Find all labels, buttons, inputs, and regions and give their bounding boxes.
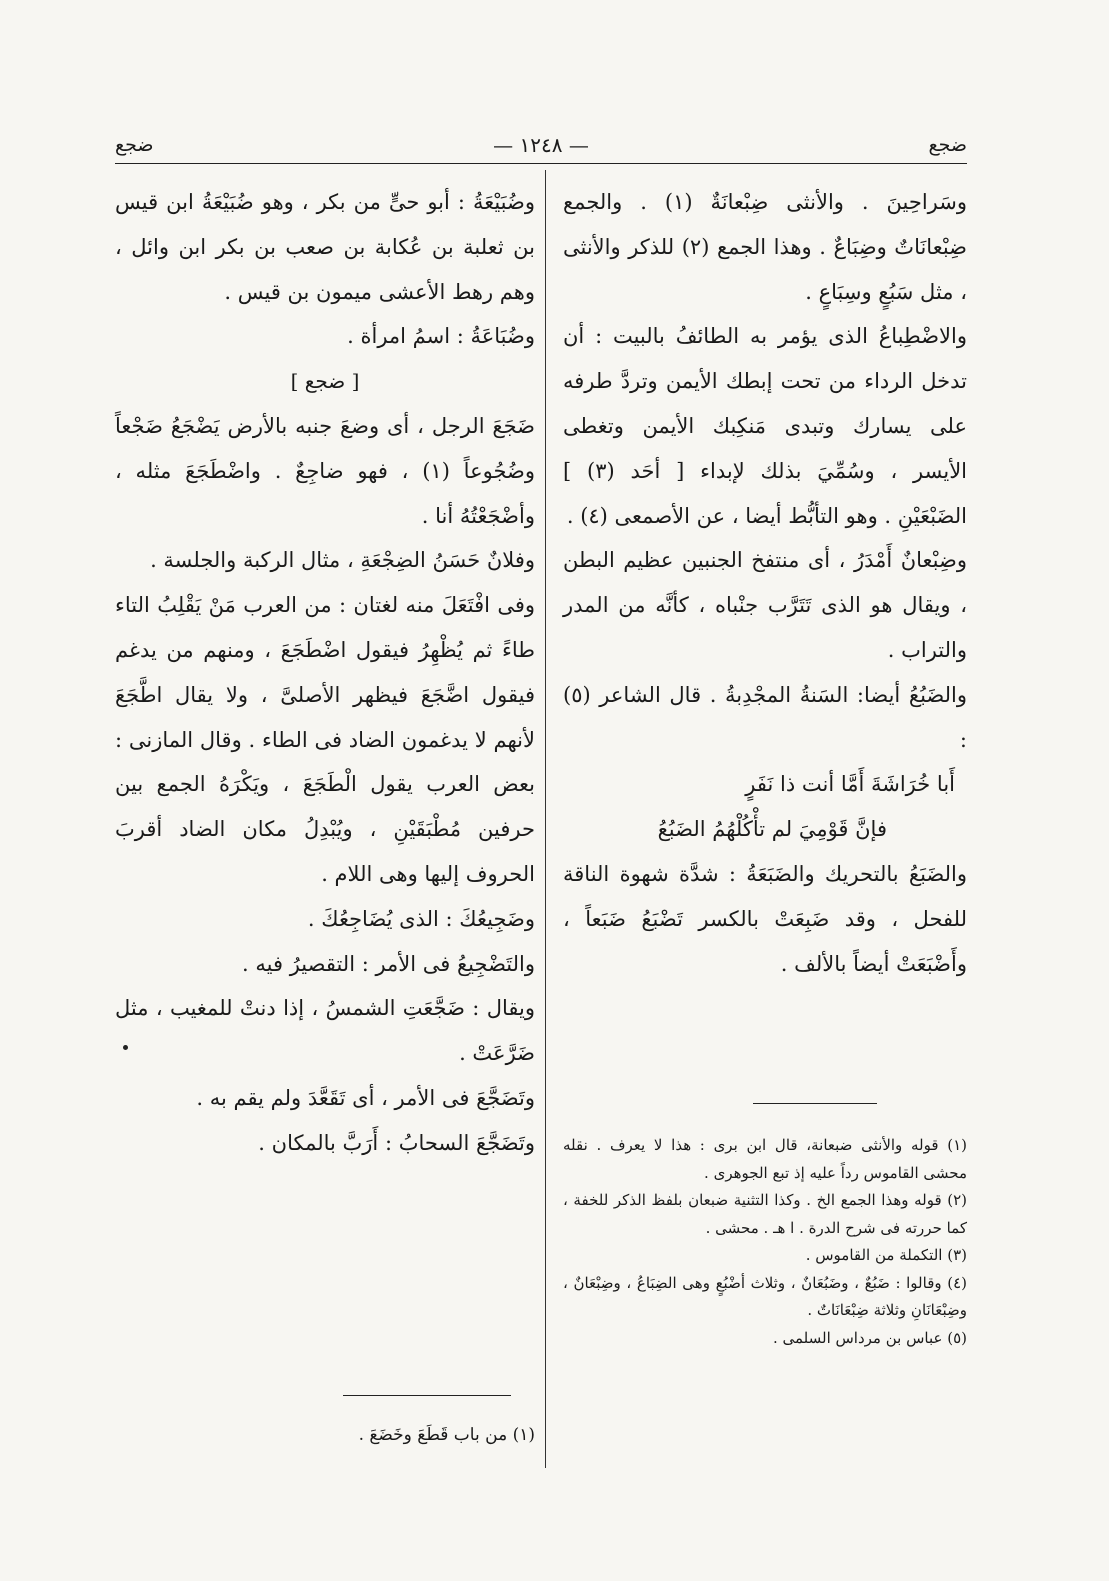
verse-line: فإنَّ قَوْمِيَ لم تأْكُلْهُمُ الضَبُعُ (657, 817, 887, 842)
paragraph: وضُبَاعَةُ : اسمُ امرأة . (347, 324, 535, 349)
header-word-left: ضجع (115, 134, 154, 156)
paragraph: وسَراحِينَ . والأنثى ضِبْعانَةٌ (١) . والجمع ضِبْعانَاتٌ وضِبَاعٌ . وهذا الجمع (٢) للذكر والأنثى ، مثل سَبُعٍ وسِبَاعٍ . (563, 190, 968, 304)
footnote: (٣) التكملة من القاموس . (805, 1246, 967, 1264)
footnote: (٤) وقالوا : ضَبُعٌ ، وضَبُعَانٌ ، وثلاث أضْبُعٍ وهى الضِبَاعُ ، وضِبْعَانٌ ، وضِبْعَانَانِ وثلاثة ضِبْعَانَاتٌ . (563, 1273, 967, 1319)
entry-heading: [ ضجع ] (290, 369, 360, 394)
footnote: (٢) قوله وهذا الجمع الخ . وكذا التثنية ضبعان بلفظ الذكر للخفة ، كما حررته فى شرح الدرة . ا هـ . محشى . (563, 1191, 967, 1237)
stray-dot (123, 1045, 128, 1050)
page-number: — ١٢٤٨ — (493, 133, 589, 157)
verse-line: أَبا خُرَاشَةَ أَمَّا أنت ذا نَفَرٍ (745, 772, 955, 797)
paragraph: والتَضْجِيعُ فى الأمر : التقصيرُ فيه . (242, 951, 535, 976)
paragraph: والضَبُعُ أيضا: السَنةُ المجْدِبةُ . قال الشاعر (٥) : (563, 682, 967, 752)
paragraph: والضَبَعُ بالتحريك والضَبَعَةُ : شدَّة شهوة الناقة للفحل ، وقد ضَبِعَتْ بالكسر تَضْبَعُ ضَبَعاً ، وأَضْبَعَتْ أيضاً بالألف . (563, 861, 967, 976)
paragraph: ويقال : ضَجَّعَتِ الشمسُ ، إذا دنتْ للمغيب ، مثل ضَرَّعَتْ . (115, 996, 535, 1066)
footnote-rule (753, 1103, 877, 1104)
paragraph: وتَضَجَّعَ فى الأمر ، أى تَقَعَّدَ ولم يقم به . (196, 1085, 535, 1110)
right-column (563, 180, 967, 986)
page-header (115, 128, 967, 162)
paragraph: والاضْطِباعُ الذى يؤمر به الطائفُ بالبيت : أن تدخل الرداء من تحت إبطك الأيمن وتردَّ طرفه على يسارك وتبدى مَنكِبك الأيمن وتغطى الأيسر ، وسُمِّيَ بذلك لإبداء [ أحَد (٣) ] الضَبْعَيْنِ . وهو التأبُّط أيضا ، عن الأصمعى (٤) . (563, 324, 968, 528)
paragraph: ضَجَعَ الرجل ، أى وضعَ جنبه بالأرض يَضْجَعُ ضَجْعاً وضُجُوعاً (١) ، فهو ضاجِعٌ . واضْطَجَعَ مثله ، وأضْجَعْتُهُ أنا . (115, 413, 535, 528)
paragraph: وتَضَجَّعَ السحابُ : أَرَبَّ بالمكان . (258, 1130, 535, 1155)
paragraph: وضِبْعانٌ أَمْدَرُ ، أى منتفخ الجنبين عظيم البطن ، ويقال هو الذى تَتَرَّب جنْباه ، كأنَّه من المدر والتراب . (563, 548, 967, 662)
paragraph: وضَجِيعُكَ : الذى يُضَاجِعُكَ . (307, 906, 535, 931)
right-footnotes (563, 1103, 967, 1352)
left-column (115, 180, 535, 1166)
footnote: (١) قوله والأنثى ضبعانة، قال ابن برى : هذا لا يعرف . نقله محشى القاموس رداً عليه إذ تبع الجوهرى . (563, 1136, 967, 1182)
paragraph: وفى افْتَعَلَ منه لغتان : من العرب مَنْ يَقْلِبُ التاء طاءً ثم يُظْهِرُ فيقول اضْطَجَعَ ، ومنهم من يدغم فيقول اضَّجَعَ فيظهر الأصلىَّ ، ولا يقال اطَّجَعَ لأنهم لا يدغمون الضاد فى الطاء . وقال المازنى : بعض العرب يقول الْطَجَعَ ، ويَكْرَهُ الجمع بين حرفين مُطْبَقَيْنِ ، ويُبْدِلُ مكان الضاد أقربَ الحروف إليها وهى اللام . (115, 593, 535, 886)
footnote-rule (343, 1395, 511, 1396)
header-word-right: ضجع (928, 134, 967, 156)
header-rule (115, 163, 967, 164)
column-divider (545, 170, 546, 1468)
footnote: (١) من باب قَطَعَ وخَضَعَ . (358, 1425, 535, 1445)
footnote: (٥) عباس بن مرداس السلمى . (772, 1328, 967, 1347)
paragraph: وضُبَيْعَةُ : أبو حىٍّ من بكر ، وهو ضُبَيْعَةُ ابن قيس بن ثعلبة بن عُكابة بن صعب بن بكر ابن وائل ، وهم رهط الأعشى ميمون بن قيس . (115, 190, 535, 304)
left-footnotes (343, 1395, 535, 1450)
paragraph: وفلانٌ حَسَنُ الضِجْعَةِ ، مثال الركبة والجلسة . (150, 548, 535, 573)
